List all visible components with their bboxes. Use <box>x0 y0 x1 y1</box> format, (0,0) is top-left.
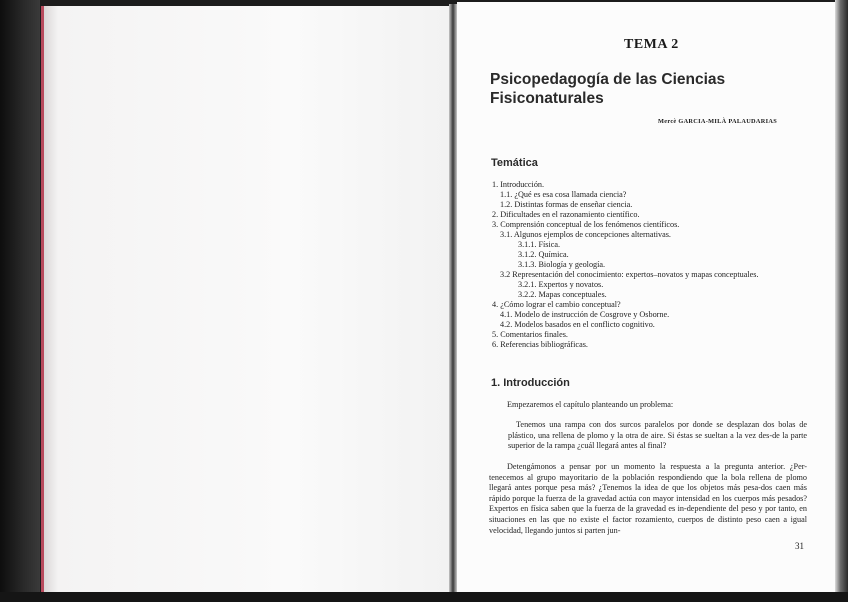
toc-item: 3.1.1. Física. <box>518 240 561 249</box>
intro-paragraph-2: Detengámonos a pensar por un momento la respuesta a la pregunta anterior. ¿Per-tenecemos al grupo mayoritario de la población respondiendo que la bola rellena de plomo llegará antes porque pesa más? ¿Tenemos la idea de que los objetos más pesa-dos caen más rápido porque la fuerza de la gravedad actúa con mayor intensidad en los cuerpos más pesados? Expertos en física saben que la fuerza de la gravedad es in-dependiente del peso y por tanto, en situaciones en las que no existe el factor rozamiento, cuerpos de distinto peso caen a igual velocidad, llegando juntos si parten jun- <box>489 462 807 535</box>
toc-item: 3.1.2. Química. <box>518 250 569 259</box>
introduccion-heading: 1. Introducción <box>491 377 570 389</box>
chapter-title-line-1: Psicopedagogía de las Ciencias <box>490 71 726 88</box>
toc-item: 3.2.1. Expertos y novatos. <box>518 280 604 289</box>
chapter-title <box>490 70 810 108</box>
toc-item: 4.2. Modelos basados en el conflicto cognitivo. <box>500 320 655 329</box>
toc-item: 1. Introducción. <box>492 180 545 189</box>
chapter-title-line-2: Fisiconaturales <box>490 90 604 107</box>
toc-item: 1.2. Distintas formas de enseñar ciencia. <box>500 200 633 209</box>
chapter-label: TEMA 2 <box>624 37 679 52</box>
toc-item: 3. Comprensión conceptual de los fenómenos científicos. <box>492 220 680 229</box>
toc-item: 3.2.2. Mapas conceptuales. <box>518 290 607 299</box>
left-binding-edge <box>0 0 40 602</box>
toc-item: 6. Referencias bibliográficas. <box>492 340 588 349</box>
book-gutter <box>449 4 457 594</box>
toc-item: 2. Dificultades en el razonamiento científico. <box>492 210 640 219</box>
page-number: 31 <box>795 541 804 551</box>
toc-item: 3.1. Algunos ejemplos de concepciones alternativas. <box>500 230 671 239</box>
toc-item: 4.1. Modelo de instrucción de Cosgrove y Osborne. <box>500 310 670 319</box>
problem-statement: Tenemos una rampa con dos surcos paralelos por donde se desplazan dos bolas de plástico, una rellena de plomo y la otra de aire. Si éstas se sueltan a la vez des-de la parte superior de la rampa ¿cuál llegará antes al final? <box>508 420 807 451</box>
left-blank-page <box>41 6 452 593</box>
toc-item: 3.2 Representación del conocimiento: expertos–novatos y mapas conceptuales. <box>500 270 759 279</box>
tematica-heading: Temática <box>491 157 538 169</box>
right-page-edge <box>835 0 848 602</box>
chapter-author: Mercè GARCIA-MILÀ PALAUDARIAS <box>658 118 777 125</box>
toc-item: 1.1. ¿Qué es esa cosa llamada ciencia? <box>500 190 627 199</box>
intro-paragraph-1: Empezaremos el capítulo planteando un problema: <box>507 400 674 409</box>
toc-item: 4. ¿Cómo lograr el cambio conceptual? <box>492 300 621 309</box>
bottom-shadow <box>0 592 848 602</box>
toc-item: 5. Comentarios finales. <box>492 330 568 339</box>
toc-item: 3.1.3. Biología y geología. <box>518 260 606 269</box>
